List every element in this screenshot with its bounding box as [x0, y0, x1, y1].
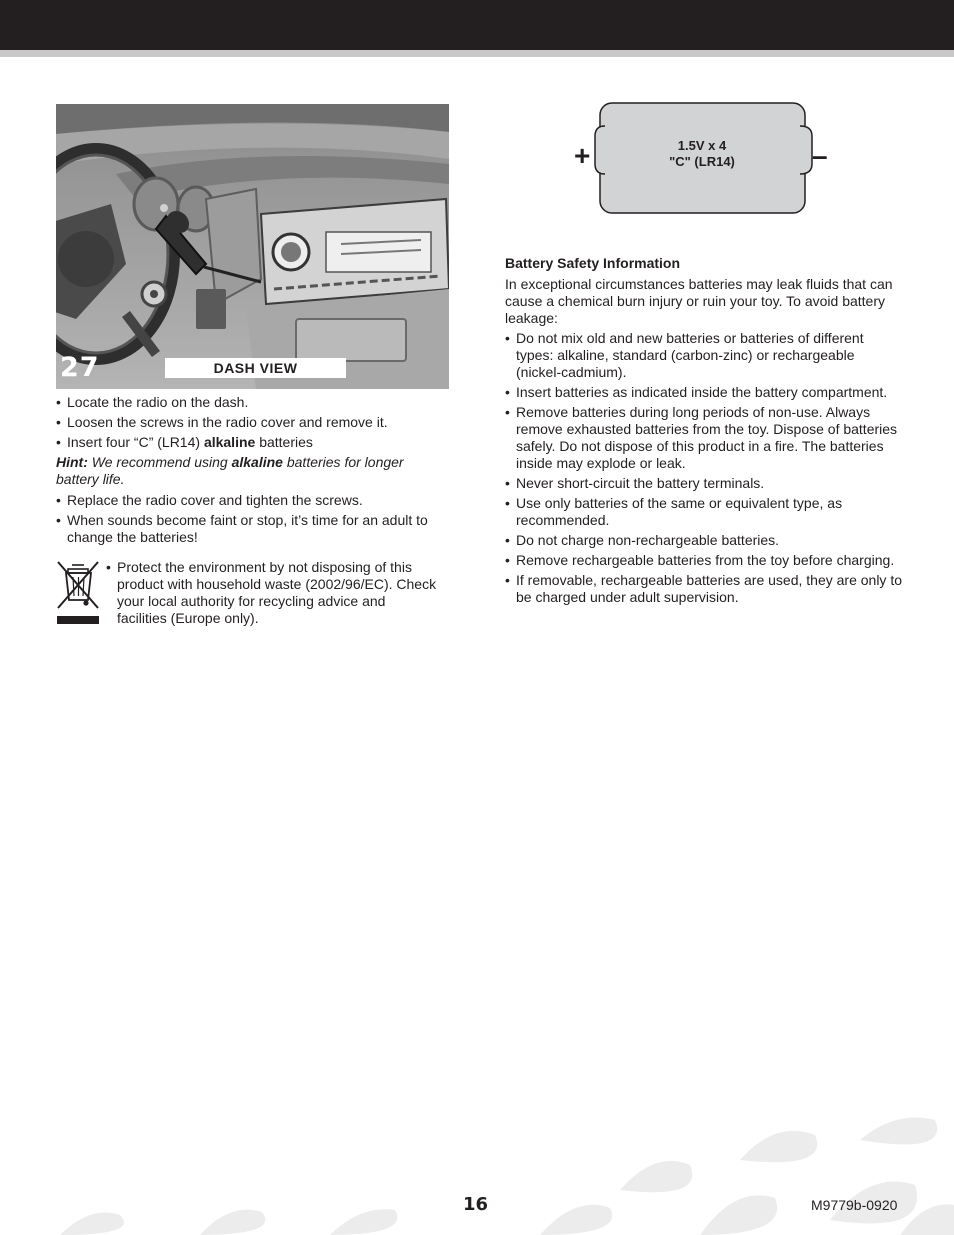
dash-view-illustration [56, 104, 449, 389]
footer-decorative-pattern [0, 1110, 954, 1235]
hint-label: Hint: [56, 454, 88, 470]
insert-step-suffix: batteries [255, 434, 313, 450]
list-item: • Use only batteries of the same or equivalent type, as recommended. [505, 495, 903, 529]
negative-terminal-sign: – [812, 140, 828, 171]
battery-label [640, 138, 764, 170]
dashboard-drawing [56, 104, 449, 389]
insert-step-bold: alkaline [203, 434, 256, 450]
list-item: • Remove rechargeable batteries from the toy before charging. [505, 552, 903, 569]
list-item: • Never short-circuit the battery terminals. [505, 475, 903, 492]
hint-text-before: We recommend using [87, 454, 232, 470]
insert-step-prefix: Insert four “C” (LR14) [67, 434, 204, 450]
battery-type: "C" (LR14) [669, 154, 735, 169]
weee-notice: • Protect the environment by not disposing of this product with household waste (2002/96/EC). Check your local authority for recycling advice and facilities (Europe only). [106, 559, 437, 627]
positive-terminal-sign: + [574, 140, 591, 171]
crossed-out-wheelie-bin-icon [56, 560, 100, 626]
list-item: • Locate the radio on the dash. [56, 394, 446, 411]
document-code: M9779b-0920 [811, 1197, 898, 1213]
header-bar [0, 0, 954, 50]
hint-note [56, 454, 446, 488]
list-item: • Insert batteries as indicated inside the battery compartment. [505, 384, 903, 401]
hint-text-after: batteries for longer battery life. [56, 454, 404, 487]
page-number: 16 [463, 1194, 489, 1215]
step-number: 27 [60, 352, 100, 383]
list-item: • When sounds become faint or stop, it’s time for an adult to change the batteries! [56, 512, 446, 546]
battery-voltage: 1.5V x 4 [677, 138, 727, 153]
installation-steps-list [56, 394, 446, 454]
safety-list [505, 330, 903, 609]
safety-title: Battery Safety Information [505, 255, 681, 271]
list-item: • Loosen the screws in the radio cover and remove it. [56, 414, 446, 431]
hint-bold: alkaline [231, 454, 283, 470]
figure-caption: DASH VIEW [165, 358, 346, 378]
header-rule [0, 50, 954, 57]
list-item: • Remove batteries during long periods of non-use. Always remove exhausted batteries from the toy. Dispose of batteries safely. Do not dispose of this product in a fire. The batteries inside may explode or leak. [505, 404, 903, 472]
list-item: • Do not mix old and new batteries or batteries of different types: alkaline, standard (carbon-zinc) or rechargeable (nickel-cadmium). [505, 330, 903, 381]
list-item: • Replace the radio cover and tighten the screws. [56, 492, 446, 509]
installation-steps-list-continued [56, 492, 446, 549]
list-item [56, 434, 446, 451]
list-item: • If removable, rechargeable batteries are used, they are only to be charged under adult supervision. [505, 572, 903, 606]
list-item: • Do not charge non-rechargeable batteries. [505, 532, 903, 549]
safety-intro: In exceptional circumstances batteries may leak fluids that can cause a chemical burn injury or ruin your toy. To avoid battery leakage: [505, 276, 893, 326]
